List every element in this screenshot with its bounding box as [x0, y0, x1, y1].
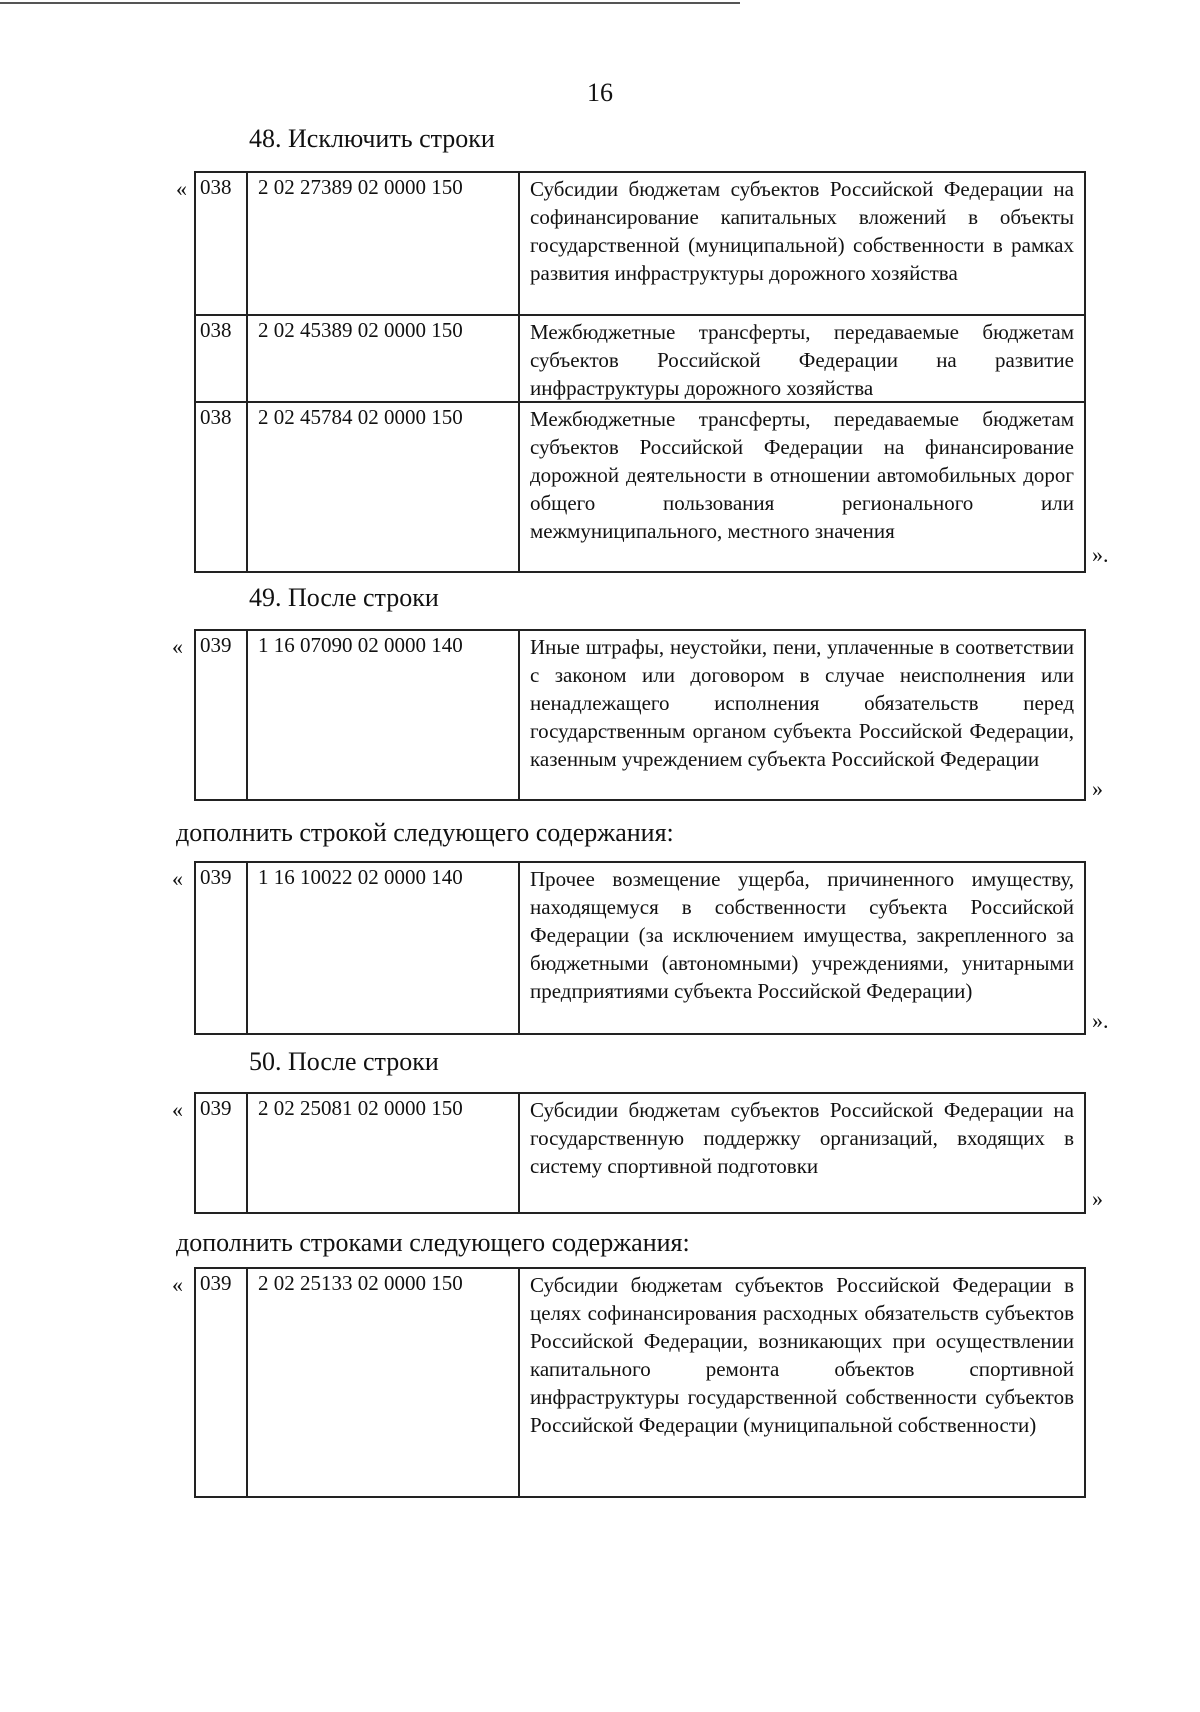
section-50-heading: 50. После строки: [249, 1047, 439, 1076]
added-rows-table: [194, 1267, 1086, 1498]
close-quote: »: [1092, 776, 1103, 801]
table-row: [196, 173, 1084, 314]
top-rule: [0, 2, 740, 4]
code-cell: 039: [196, 631, 248, 799]
description-cell: Иные штрафы, неустойки, пени, уплаченные в соответствии с законом или договором в случае неисполнения или ненадлежащего исполнения обязательств перед государственным органом субъекта Российской Федерации, казенным учреждением субъекта Российской Федерации: [530, 635, 1074, 771]
after-row-table: [194, 629, 1086, 801]
open-quote: «: [172, 1272, 183, 1297]
section-48-heading: 48. Исключить строки: [249, 124, 495, 153]
table-row: [196, 314, 1084, 401]
kbk-cell: 2 02 25081 02 0000 150: [248, 1094, 520, 1212]
kbk-cell: 1 16 10022 02 0000 140: [248, 863, 520, 1033]
open-quote: «: [172, 634, 183, 659]
code-cell: 038: [196, 316, 248, 401]
description-cell: Прочее возмещение ущерба, причиненного имуществу, находящемуся в собственности субъекта Российской Федерации (за исключением имущества, закрепленного за бюджетными (автономными) учреждениями, унитарными предприятиями субъекта Российской Федерации): [530, 867, 1074, 1003]
add-rows-heading: дополнить строками следующего содержания:: [176, 1228, 690, 1257]
excluded-rows-table: [194, 171, 1086, 573]
close-quote: ».: [1092, 542, 1109, 567]
code-cell: 039: [196, 1269, 248, 1496]
table-row: [196, 401, 1084, 571]
open-quote: «: [172, 866, 183, 891]
description-cell: Субсидии бюджетам субъектов Российской Федерации на софинансирование капитальных вложений в объекты государственной (муниципальной) собственности в рамках развития инфраструктуры дорожного хозяйства: [530, 177, 1074, 285]
page-number: 16: [587, 78, 613, 107]
description-cell: Субсидии бюджетам субъектов Российской Федерации на государственную поддержку организаций, входящих в систему спортивной подготовки: [530, 1098, 1074, 1178]
kbk-cell: 2 02 45389 02 0000 150: [248, 316, 520, 401]
description-cell: Субсидии бюджетам субъектов Российской Федерации в целях софинансирования расходных обязательств субъектов Российской Федерации, возникающих при осуществлении капитального ремонта объектов спортивной инфраструктуры государственной собственности субъектов Российской Федерации (муниципальной собственности): [530, 1273, 1074, 1437]
open-quote: «: [172, 1097, 183, 1122]
table-row: [196, 1094, 1084, 1212]
after-row-table: [194, 1092, 1086, 1214]
table-row: [196, 1269, 1084, 1496]
open-quote: «: [176, 176, 187, 201]
close-quote: »: [1092, 1186, 1103, 1211]
code-cell: 038: [196, 173, 248, 314]
code-cell: 039: [196, 1094, 248, 1212]
description-cell: Межбюджетные трансферты, передаваемые бюджетам субъектов Российской Федерации на финансирование дорожной деятельности в отношении автомобильных дорог общего пользования регионального или межмуниципального, местного значения: [530, 407, 1074, 543]
kbk-cell: 2 02 27389 02 0000 150: [248, 173, 520, 314]
close-quote: ».: [1092, 1008, 1109, 1033]
code-cell: 038: [196, 403, 248, 571]
table-row: [196, 631, 1084, 799]
table-row: [196, 863, 1084, 1033]
added-row-table: [194, 861, 1086, 1035]
kbk-cell: 1 16 07090 02 0000 140: [248, 631, 520, 799]
kbk-cell: 2 02 25133 02 0000 150: [248, 1269, 520, 1496]
code-cell: 039: [196, 863, 248, 1033]
add-row-heading: дополнить строкой следующего содержания:: [176, 818, 674, 847]
description-cell: Межбюджетные трансферты, передаваемые бюджетам субъектов Российской Федерации на развитие инфраструктуры дорожного хозяйства: [530, 320, 1074, 400]
kbk-cell: 2 02 45784 02 0000 150: [248, 403, 520, 571]
section-49-heading: 49. После строки: [249, 583, 439, 612]
